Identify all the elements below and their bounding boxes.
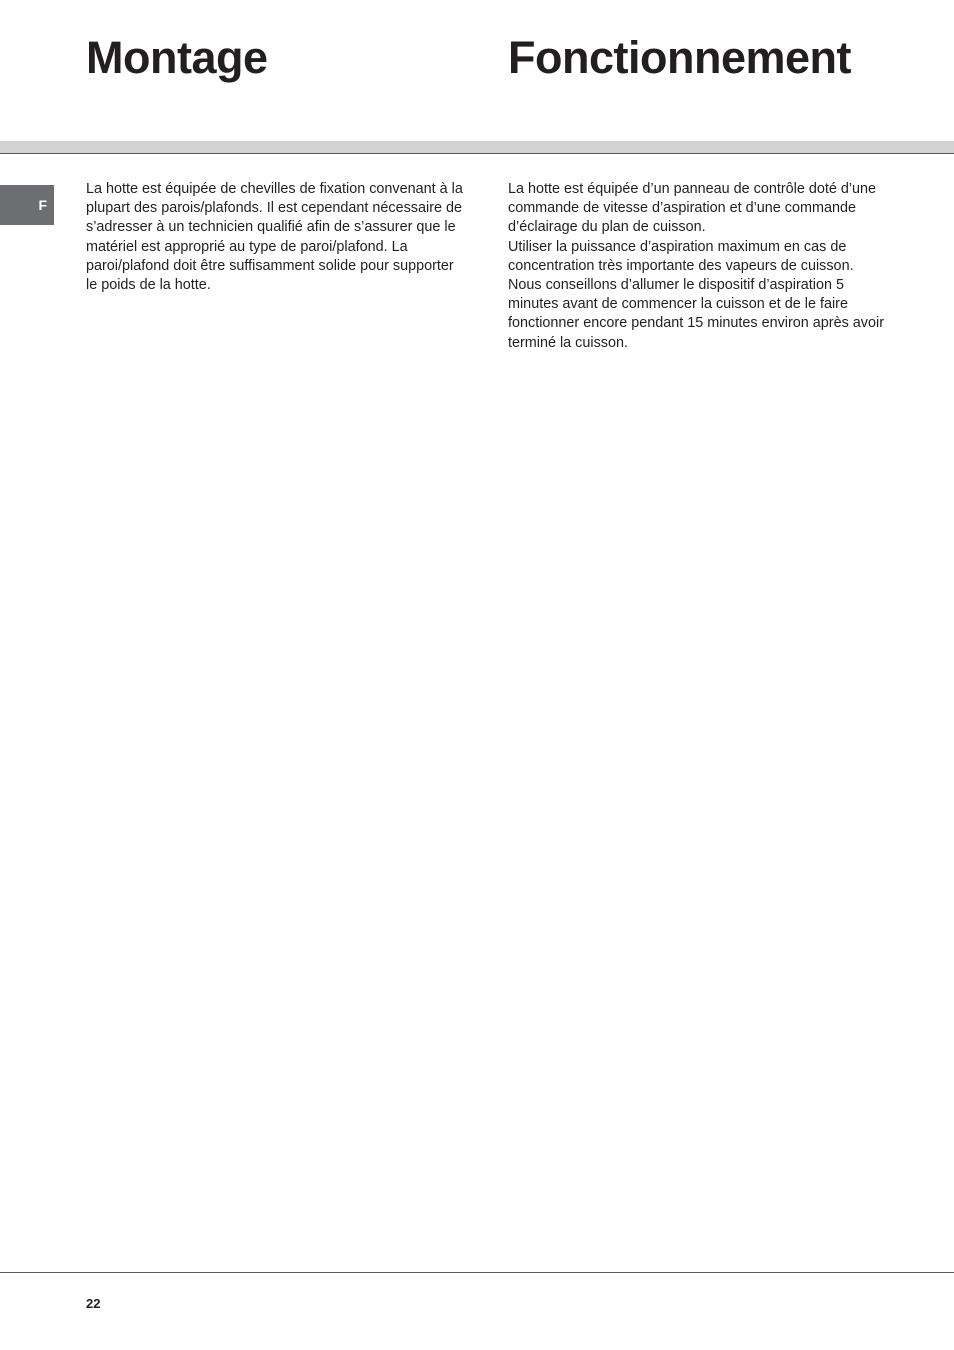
- section-title-fonctionnement: Fonctionnement: [508, 32, 851, 83]
- header-band: [0, 141, 954, 153]
- fonctionnement-paragraph-1: La hotte est équipée d’un panneau de contrôle doté d’une commande de vitesse d’aspiration et d’une commande d’éclairage du plan de cuisson.: [508, 181, 877, 236]
- fonctionnement-paragraph-2: Utiliser la puissance d’aspiration maximum en cas de concentration très importante des vapeurs de cuisson.: [508, 238, 854, 274]
- section-title-montage: Montage: [86, 32, 268, 83]
- header-divider: [0, 153, 954, 154]
- footer-divider: [0, 1272, 954, 1273]
- language-tab-label: F: [38, 197, 47, 213]
- montage-column: [86, 180, 466, 295]
- fonctionnement-paragraph-3: Nous conseillons d’allumer le dispositif d’aspiration 5 minutes avant de commencer la cuisson et de le faire fonctionner encore pendant 15 minutes environ après avoir terminé la cuisson.: [508, 277, 884, 351]
- page-number: 22: [86, 1296, 101, 1311]
- montage-paragraph: La hotte est équipée de chevilles de fixation convenant à la plupart des parois/plafonds. Il est cependant nécessaire de s’adresser à un technicien qualifié afin de s’assurer que le matériel est approprié au type de paroi/plafond. La paroi/plafond doit être suffisamment solide pour supporter le poids de la hotte.: [86, 181, 463, 294]
- fonctionnement-column: [508, 180, 898, 353]
- language-tab: [0, 185, 54, 225]
